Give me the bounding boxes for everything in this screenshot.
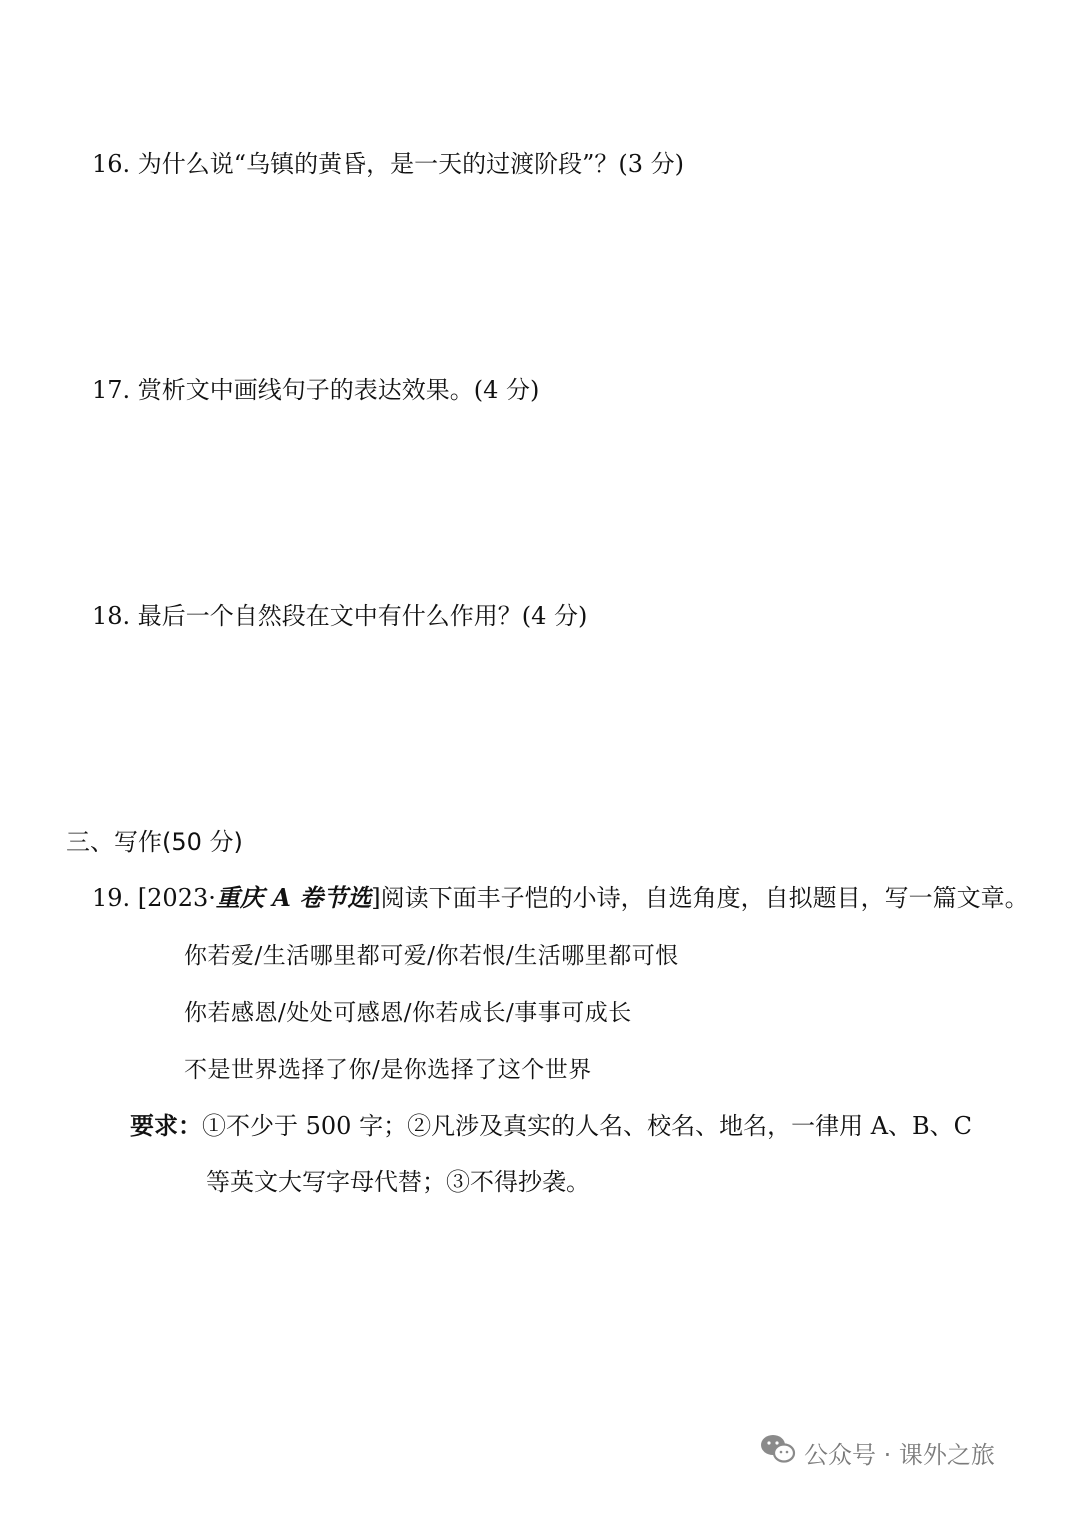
requirements-line-1: ①不少于 500 字；②凡涉及真实的人名、校名、地名，一律用 A、B、C [202,1112,973,1140]
wechat-icon [760,1433,796,1471]
question-19 [92,882,1029,914]
question-17: 17. 赏析文中画线句子的表达效果。(4 分) [92,376,540,404]
requirements-line-2: 等英文大写字母代替；③不得抄袭。 [206,1168,590,1196]
poem-line-3: 不是世界选择了你/是你选择了这个世界 [184,1057,592,1083]
section-title-writing: 三、写作(50 分) [66,828,243,856]
poem-line-1: 你若爱/生活哪里都可爱/你若恨/生活哪里都可恨 [184,943,679,969]
source-bracket-close: ] [371,884,381,912]
poem-line-2: 你若感恩/处处可感恩/你若成长/事事可成长 [184,1000,632,1026]
question-16: 16. 为什么说“乌镇的黄昏，是一天的过渡阶段”？(3 分) [92,150,684,178]
question-19-prompt: 阅读下面丰子恺的小诗，自选角度，自拟题目，写一篇文章。 [380,884,1029,912]
requirements [130,1110,972,1142]
source-bracket-open: [2023· [137,884,216,912]
question-18: 18. 最后一个自然段在文中有什么作用？(4 分) [92,602,588,630]
watermark-text: 公众号 · 课外之旅 [804,1440,995,1469]
source-name: 重庆 A 卷节选 [215,883,372,912]
requirements-label: 要求： [130,1112,202,1140]
watermark [760,1432,995,1472]
question-19-number: 19. [92,884,138,912]
